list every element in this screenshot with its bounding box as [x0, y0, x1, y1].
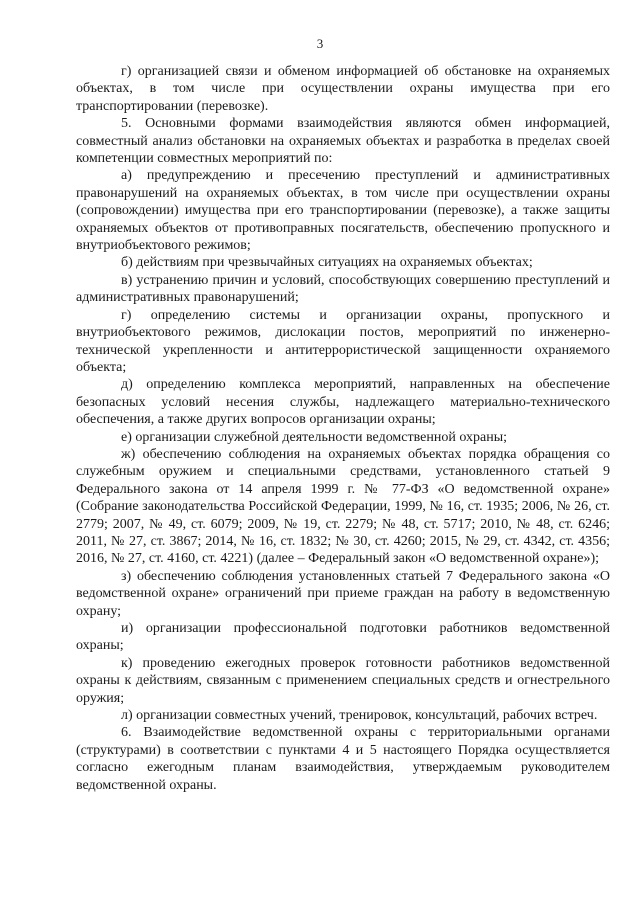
paragraph-a-prevention: а) предупреждению и пресечению преступлений и административных правонарушений на охраняемых объектах, в том числе при осуществлении охраны (сопровождении) имущества при его транспортировании (перевозке), а также защиты охраняемых объектов от противоправных посягательств, обеспечению пропускного и внутриобъектового режимов; — [76, 168, 610, 254]
document-body — [76, 63, 610, 794]
paragraph-v-causes: в) устранению причин и условий, способствующих совершению преступлений и административных правонарушений; — [76, 272, 610, 306]
paragraph-d-measures: д) определению комплекса мероприятий, направленных на обеспечение безопасных условий несения службы, надлежащего материально-технического обеспечения, а также других вопросов организации охраны; — [76, 377, 610, 428]
paragraph-b-emergencies: б) действиям при чрезвычайных ситуациях на охраняемых объектах; — [121, 255, 533, 271]
paragraph-g-system: г) определению системы и организации охраны, пропускного и внутриобъектового режимов, дислокации постов, мероприятий по инженерно-технической укрепленности и антитеррористической защищенности охраняемого объекта; — [76, 307, 610, 375]
paragraph-zh-weapons: ж) обеспечению соблюдения на охраняемых объектах порядка обращения со служебным оружием и специальными средствами, установленного статьей 9 Федерального закона от 14 апреля 1999 г. № 77-ФЗ «О ведомственной охране» (Собрание законодательства Российской Федерации, 1999, № 16, ст. 1935; 2006, № 26, ст. 2779; 2007, № 49, ст. 6079; 2009, № 19, ст. 2279; № 48, ст. 5717; 2010, № 48, ст. 6246; 2011, № 27, ст. 3867; 2014, № 16, ст. 1832; № 30, ст. 4260; 2015, № 29, ст. 4342, ст. 4356; 2016, № 27, ст. 4160, ст. 4221) (далее – Федеральный закон «О ведомственной охране»); — [76, 446, 610, 567]
paragraph-e-organization: е) организации служебной деятельности ведомственной охраны; — [121, 429, 507, 445]
paragraph-5-forms: 5. Основными формами взаимодействия являются обмен информацией, совместный анализ обстановки на охраняемых объектах и разработка в пределах своей компетенции совместных мероприятий по: — [76, 116, 610, 167]
page-number: 3 — [316, 36, 324, 51]
paragraph-6-interaction: 6. Взаимодействие ведомственной охраны с территориальными органами (структурами) в соответствии с пунктами 4 и 5 настоящего Порядка осуществляется согласно ежегодным планам взаимодействия, утверждаемым руководителем ведомственной охраны. — [76, 725, 610, 793]
paragraph-g-communication: г) организацией связи и обменом информацией об обстановке на охраняемых объектах, в том числе при осуществлении охраны имущества при его транспортировании (перевозке). — [76, 64, 610, 114]
paragraph-k-inspections: к) проведению ежегодных проверок готовности работников ведомственной охраны к действиям, связанным с применением специальных средств и огнестрельного оружия; — [76, 655, 610, 706]
paragraph-i-training: и) организации профессиональной подготовки работников ведомственной охраны; — [76, 621, 610, 654]
paragraph-z-restrictions: з) обеспечению соблюдения установленных статьей 7 Федерального закона «О ведомственной охране» ограничений при приеме граждан на работу в ведомственную охрану; — [76, 568, 610, 619]
paragraph-l-exercises: л) организации совместных учений, тренировок, консультаций, рабочих встреч. — [121, 708, 598, 724]
